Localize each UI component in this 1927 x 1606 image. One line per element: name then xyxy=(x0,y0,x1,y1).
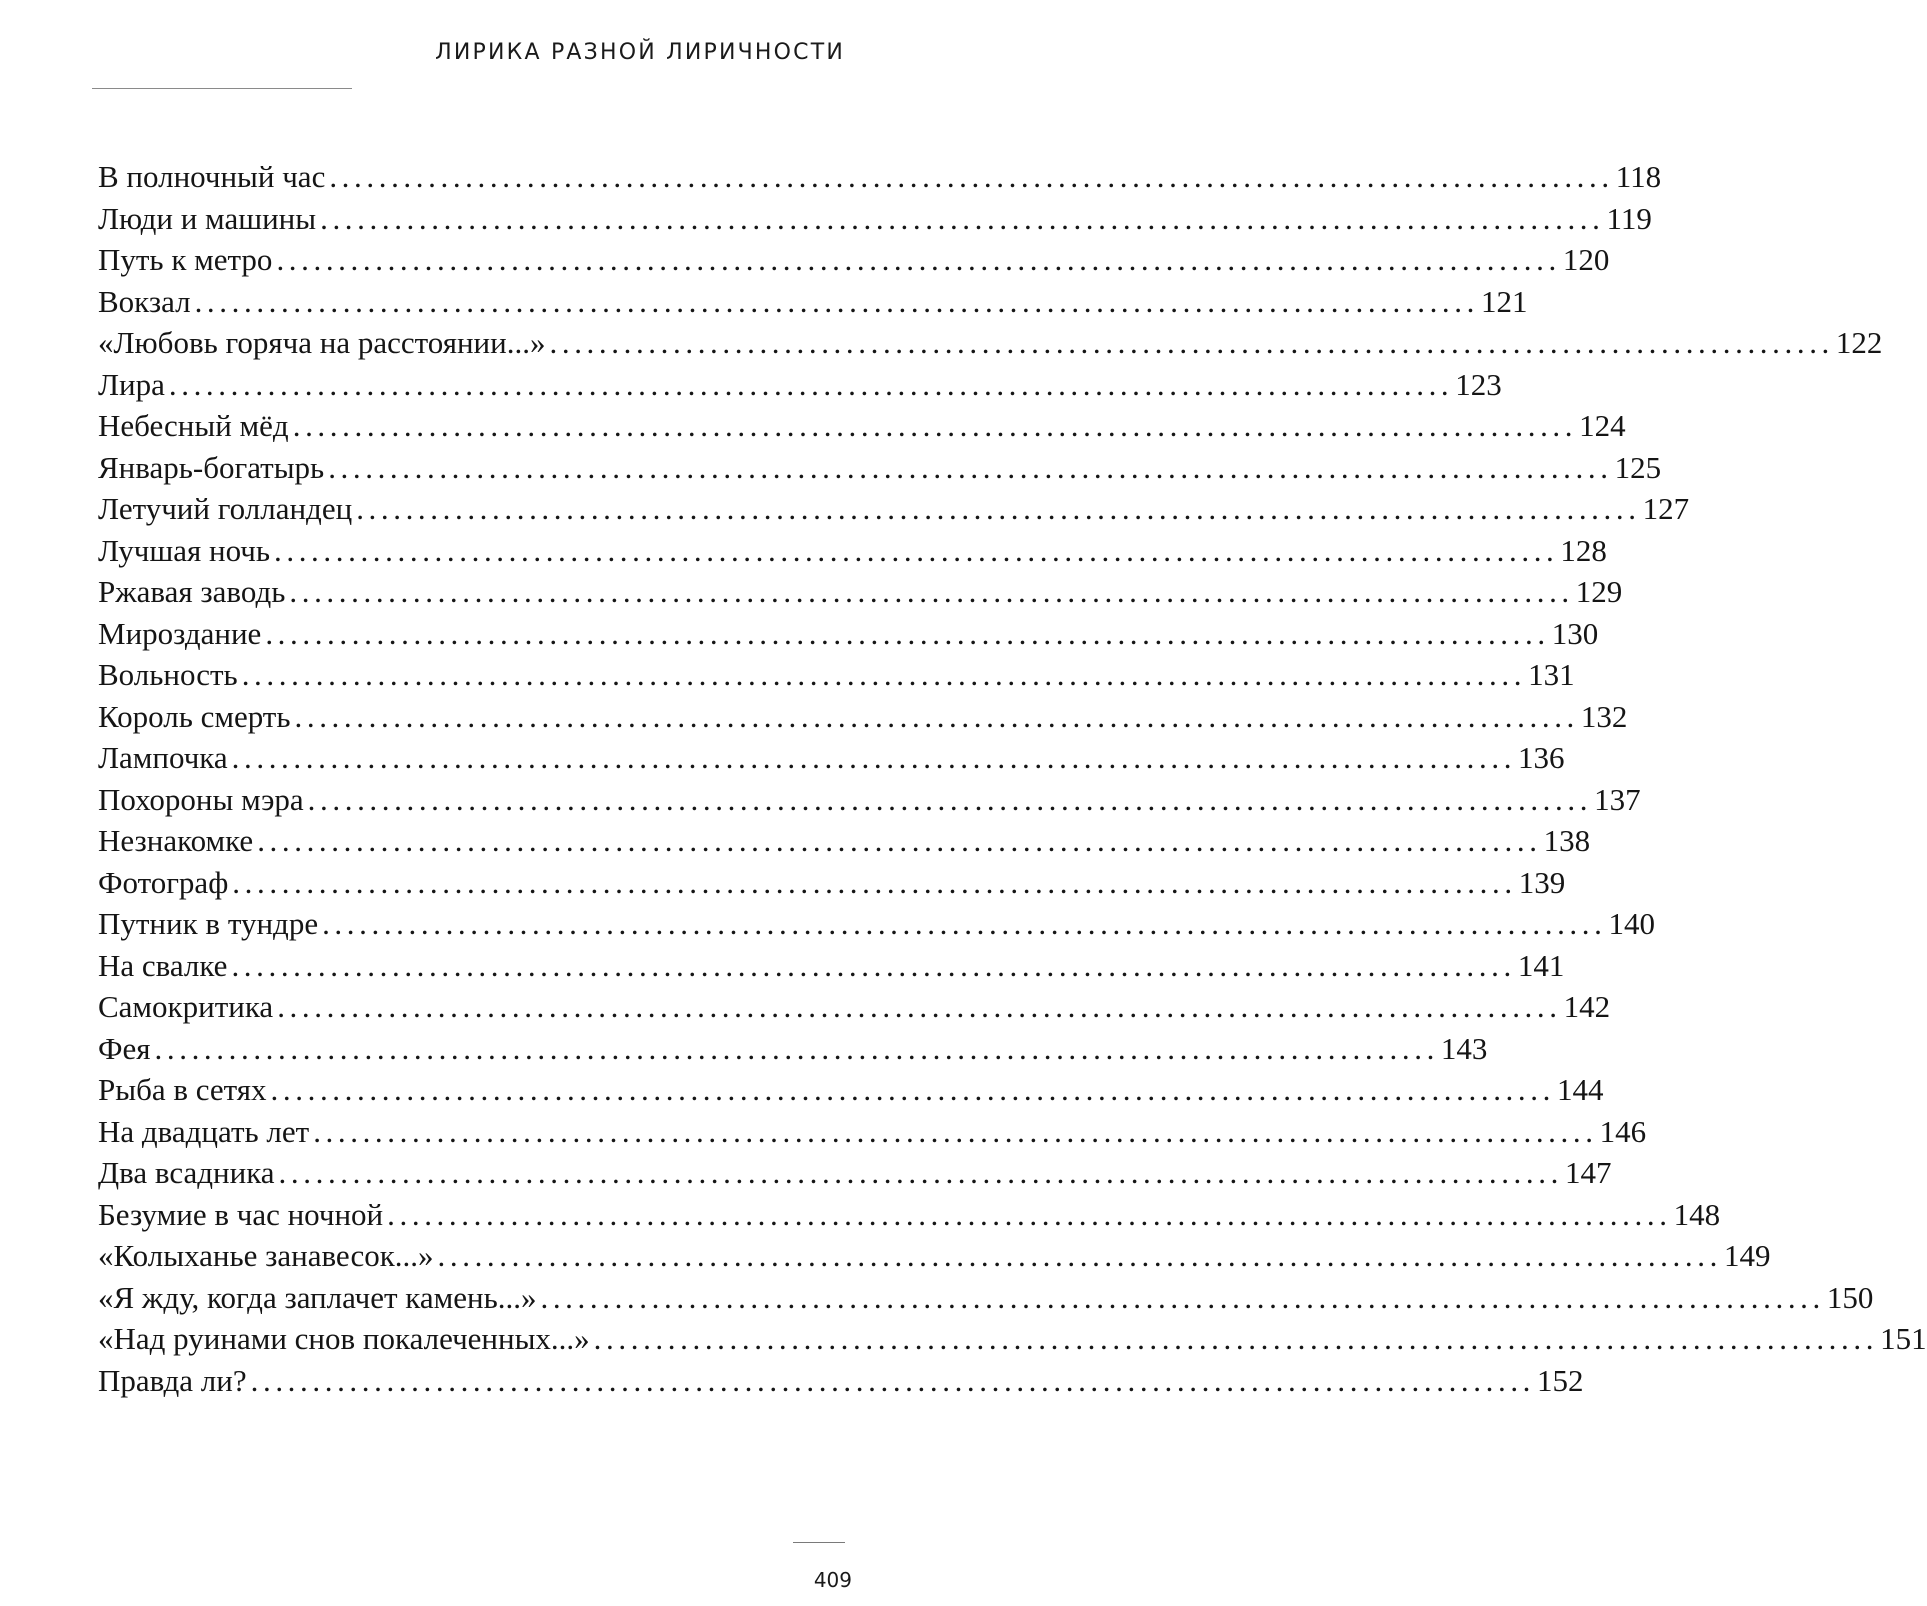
toc-entry-page: 144 xyxy=(1556,1072,1604,1107)
toc-entry xyxy=(98,1318,1927,1360)
toc-entry-title: Небесный мёд xyxy=(98,408,289,443)
toc-entry-title: Рыба в сетях xyxy=(98,1072,267,1107)
toc-dot-leader: ........................................................................................................ xyxy=(322,906,1607,941)
toc-entry xyxy=(98,1360,1584,1402)
toc-entry xyxy=(98,1028,1488,1070)
toc-dot-leader: ........................................................................................................ xyxy=(329,159,1614,194)
toc-entry-title: Правда ли? xyxy=(98,1362,247,1398)
toc-entry xyxy=(98,820,1591,862)
toc-entry-page: 142 xyxy=(1563,989,1611,1024)
table-of-contents xyxy=(98,156,1927,1401)
running-head-title: ЛИРИКА РАЗНОЙ ЛИРИЧНОСТИ xyxy=(435,40,845,65)
toc-dot-leader: ........................................................................................................ xyxy=(232,864,1517,900)
toc-entry-title: Фея xyxy=(98,1030,151,1066)
toc-entry-page: 119 xyxy=(1606,200,1652,236)
toc-dot-leader: ........................................................................................................ xyxy=(549,325,1834,360)
toc-entry xyxy=(98,1235,1771,1277)
toc-dot-leader: ........................................................................................................ xyxy=(437,1238,1722,1273)
toc-entry xyxy=(98,447,1662,489)
toc-entry-page: 150 xyxy=(1826,1279,1874,1315)
toc-entry xyxy=(98,779,1641,821)
toc-entry xyxy=(98,862,1566,904)
toc-dot-leader: ........................................................................................................ xyxy=(231,740,1517,775)
toc-entry-page: 118 xyxy=(1615,159,1662,194)
toc-dot-leader: ........................................................................................................ xyxy=(278,1155,1563,1190)
toc-entry-title: «Любовь горяча на расстоянии...» xyxy=(98,325,546,360)
toc-entry xyxy=(98,1152,1612,1194)
toc-entry-title: Летучий голландец xyxy=(98,491,353,526)
toc-entry-page: 122 xyxy=(1835,325,1883,360)
toc-entry-title: Люди и машины xyxy=(98,200,317,236)
toc-dot-leader: ........................................................................................................ xyxy=(270,1072,1555,1107)
toc-entry xyxy=(98,364,1502,406)
toc-entry-page: 124 xyxy=(1579,408,1626,443)
toc-dot-leader: ........................................................................................................ xyxy=(313,1113,1598,1149)
toc-dot-leader: ........................................................................................................ xyxy=(168,366,1454,402)
toc-dot-leader: ........................................................................................................ xyxy=(593,1321,1879,1356)
toc-entry xyxy=(98,239,1610,281)
toc-dot-leader: ........................................................................................................ xyxy=(307,781,1593,817)
toc-dot-leader: ........................................................................................................ xyxy=(320,200,1605,236)
toc-entry-title: Два всадника xyxy=(98,1155,275,1190)
toc-entry xyxy=(98,1111,1647,1153)
toc-dot-leader: ........................................................................................................ xyxy=(265,615,1550,651)
toc-entry xyxy=(98,613,1599,655)
toc-entry-page: 123 xyxy=(1455,366,1502,402)
toc-entry-page: 149 xyxy=(1723,1238,1771,1273)
toc-entry xyxy=(98,405,1626,447)
toc-dot-leader: ........................................................................................................ xyxy=(540,1279,1825,1315)
toc-entry-page: 127 xyxy=(1642,491,1690,526)
toc-entry-title: «Над руинами снов покалеченных...» xyxy=(98,1321,590,1356)
toc-dot-leader: ........................................................................................................ xyxy=(231,947,1516,983)
footer-rule xyxy=(793,1542,845,1543)
toc-entry-title: Безумие в час ночной xyxy=(98,1196,384,1232)
toc-entry xyxy=(98,986,1611,1028)
toc-entry xyxy=(98,737,1565,779)
toc-entry xyxy=(98,198,1652,240)
toc-dot-leader: ........................................................................................................ xyxy=(194,283,1479,319)
toc-entry-title: «Колыханье занавесок...» xyxy=(98,1238,434,1273)
toc-entry-title: Незнакомке xyxy=(98,823,254,858)
toc-entry xyxy=(98,1069,1604,1111)
toc-entry-title: Вольность xyxy=(98,657,238,692)
toc-dot-leader: ........................................................................................................ xyxy=(154,1030,1439,1066)
toc-entry-page: 152 xyxy=(1537,1362,1584,1398)
toc-entry-title: На свалке xyxy=(98,947,228,983)
toc-dot-leader: ........................................................................................................ xyxy=(276,242,1561,277)
toc-entry-title: «Я жду, когда заплачет камень...» xyxy=(98,1279,537,1315)
toc-entry-page: 120 xyxy=(1562,242,1610,277)
toc-entry-page: 141 xyxy=(1517,947,1565,983)
toc-dot-leader: ........................................................................................................ xyxy=(356,491,1641,526)
toc-entry xyxy=(98,945,1565,987)
toc-entry xyxy=(98,488,1690,530)
toc-dot-leader: ........................................................................................................ xyxy=(277,989,1562,1024)
toc-entry xyxy=(98,654,1575,696)
toc-entry xyxy=(98,696,1628,738)
toc-entry-title: Лира xyxy=(98,366,165,402)
toc-entry-title: Мироздание xyxy=(98,615,262,651)
toc-entry-title: Ржавая заводь xyxy=(98,574,286,609)
toc-entry-page: 128 xyxy=(1560,532,1607,568)
toc-entry-title: Путь к метро xyxy=(98,242,273,277)
toc-entry-page: 139 xyxy=(1518,864,1566,900)
toc-entry xyxy=(98,903,1655,945)
toc-dot-leader: ........................................................................................................ xyxy=(292,408,1578,443)
page-number: 409 xyxy=(813,1568,852,1592)
toc-dot-leader: ........................................................................................................ xyxy=(241,657,1527,692)
toc-entry-title: Самокритика xyxy=(98,989,274,1024)
toc-entry-page: 148 xyxy=(1673,1196,1721,1232)
toc-entry-page: 121 xyxy=(1480,283,1528,319)
toc-entry-page: 137 xyxy=(1594,781,1641,817)
toc-dot-leader: ........................................................................................................ xyxy=(328,449,1613,485)
toc-entry-page: 129 xyxy=(1575,574,1623,609)
toc-dot-leader: ........................................................................................................ xyxy=(289,574,1574,609)
toc-entry-page: 131 xyxy=(1528,657,1575,692)
toc-entry xyxy=(98,571,1623,613)
toc-entry-page: 125 xyxy=(1614,449,1662,485)
toc-entry xyxy=(98,281,1528,323)
toc-entry-title: Вокзал xyxy=(98,283,191,319)
toc-entry-page: 146 xyxy=(1599,1113,1647,1149)
toc-entry xyxy=(98,530,1607,572)
toc-entry-page: 138 xyxy=(1543,823,1591,858)
toc-entry-title: На двадцать лет xyxy=(98,1113,310,1149)
toc-entry-title: Путник в тундре xyxy=(98,906,319,941)
toc-entry-page: 130 xyxy=(1551,615,1599,651)
toc-entry xyxy=(98,1277,1874,1319)
toc-entry-title: Лучшая ночь xyxy=(98,532,270,568)
toc-entry-page: 132 xyxy=(1580,698,1628,734)
header-rule xyxy=(92,88,352,89)
toc-entry xyxy=(98,1194,1721,1236)
toc-entry-page: 143 xyxy=(1440,1030,1488,1066)
toc-entry-title: Январь-богатырь xyxy=(98,449,325,485)
toc-entry-title: Похороны мэра xyxy=(98,781,304,817)
toc-dot-leader: ........................................................................................................ xyxy=(274,532,1559,568)
toc-dot-leader: ........................................................................................................ xyxy=(294,698,1579,734)
toc-entry xyxy=(98,322,1883,364)
toc-entry xyxy=(98,156,1662,198)
toc-entry-page: 147 xyxy=(1564,1155,1612,1190)
toc-entry-page: 140 xyxy=(1608,906,1655,941)
toc-entry-title: Лампочка xyxy=(98,740,228,775)
toc-entry-title: Король смерть xyxy=(98,698,291,734)
toc-entry-title: В полночный час xyxy=(98,159,326,194)
toc-dot-leader: ........................................................................................................ xyxy=(257,823,1542,858)
toc-dot-leader: ........................................................................................................ xyxy=(387,1196,1672,1232)
toc-entry-page: 151 xyxy=(1880,1321,1927,1356)
toc-entry-title: Фотограф xyxy=(98,864,229,900)
toc-entry-page: 136 xyxy=(1518,740,1565,775)
toc-dot-leader: ........................................................................................................ xyxy=(250,1362,1536,1398)
